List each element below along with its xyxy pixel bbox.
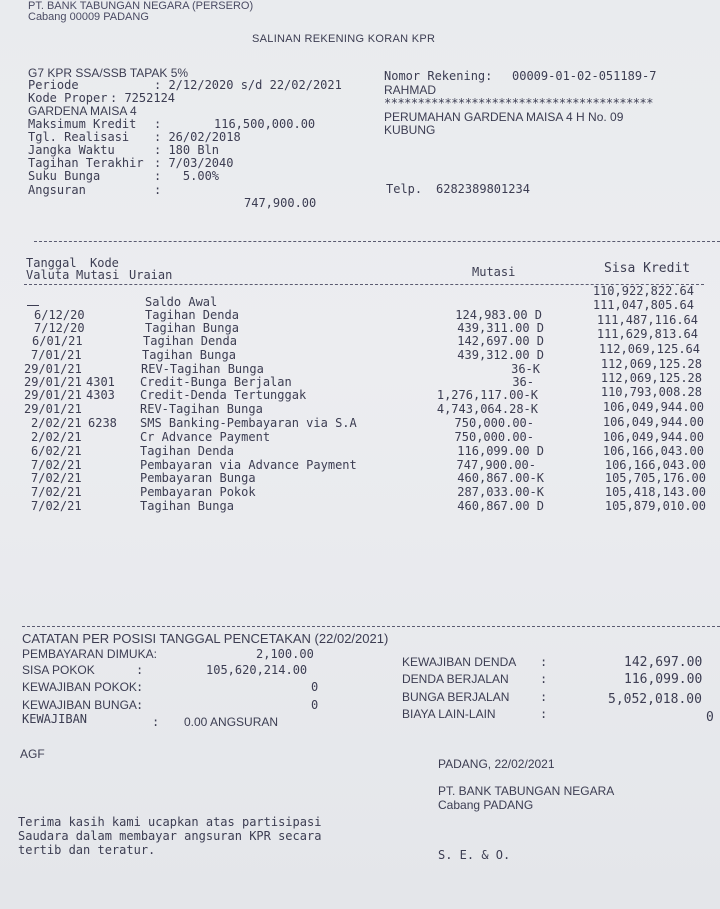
bank-line: PT. BANK TABUNGAN NEGARA (PERSERO) <box>28 0 254 12</box>
note-sisa-pokok-value: 105,620,214.00 <box>206 663 308 677</box>
customer-name: RAHMAD <box>384 83 437 97</box>
periode-value: : 2/12/2020 s/d 22/02/2021 <box>154 78 342 92</box>
suku-bunga-value: : 5.00% <box>154 169 220 183</box>
note-biaya-lain-value: 0 <box>706 710 714 725</box>
note-denda-berjalan-value: 116,099.00 <box>624 672 703 687</box>
table-row: 6/02/21 Tagihan Denda 116,099.00 D 106,166,043.00 <box>31 444 704 458</box>
tgl-realisasi-value: : 26/02/2018 <box>154 130 241 144</box>
note-biaya-lain-label: BIAYA LAIN-LAIN <box>402 707 496 721</box>
phone-label: Telp. <box>386 182 423 196</box>
note-kewajiban-label: KEWAJIBAN <box>22 712 88 726</box>
header-valuta: Valuta <box>26 268 70 282</box>
note-kewajiban-denda-label: KEWAJIBAN DENDA <box>402 655 517 669</box>
angsuran-label: Angsuran <box>28 183 86 197</box>
divider-notes <box>22 626 720 627</box>
note-sisa-pokok-colon: : <box>136 663 144 677</box>
note-pembayaran-dimuka-value: 2,100.00 <box>256 647 314 661</box>
bank-name: PT. BANK TABUNGAN NEGARA <box>438 784 615 798</box>
note-denda-berjalan-colon: : <box>540 672 548 686</box>
branch-line: Cabang 00009 PADANG <box>28 11 149 23</box>
table-row: 7/02/21 Tagihan Bunga 460,867.00 D 105,879,010.00 <box>31 499 706 513</box>
angsuran-colon: : <box>154 183 162 197</box>
header-tanggal: Tanggal <box>26 256 77 270</box>
table-row: 7/02/21 Pembayaran Bunga 460,867.00-K 105,705,176.00 <box>31 471 706 485</box>
note-biaya-lain-colon: : <box>540 707 548 721</box>
note-kewajiban-denda-colon: : <box>540 655 548 669</box>
header-kode: Kode <box>90 256 119 270</box>
table-row: 6/12/20 Tagihan Denda 124,983.00 D 111,047,805.64 <box>34 298 694 322</box>
header-mutasi-code: Mutasi <box>76 268 120 282</box>
bank-branch: Cabang PADANG <box>438 798 534 812</box>
jangka-waktu-label: Jangka Waktu <box>28 143 115 157</box>
table-row: 2/02/21 Cr Advance Payment 750,000.00- 106,049,944.00 <box>31 430 704 444</box>
note-kewajiban-bunga-value: 0 <box>311 698 319 712</box>
document-title: SALINAN REKENING KORAN KPR <box>252 33 436 45</box>
table-row: 29/01/21 4301 Credit-Bunga Berjalan 36- 112,069,125.28 <box>24 371 702 389</box>
table-row: Saldo Awal 110,922,822.64 <box>145 284 694 309</box>
table-row: 7/02/21 Pembayaran Pokok 287,033.00-K 105,418,143.00 <box>31 485 706 499</box>
jangka-waktu-value: : 180 Bln <box>154 143 220 157</box>
header-sisa-kredit: Sisa Kredit <box>604 261 691 276</box>
product-label: G7 KPR SSA/SSB TAPAK 5% <box>28 66 189 80</box>
note-denda-berjalan-label: DENDA BERJALAN <box>402 672 509 686</box>
header-mutasi: Mutasi <box>472 265 516 279</box>
note-kewajiban-pokok-label: KEWAJIBAN POKOK <box>22 680 137 694</box>
note-sisa-pokok-label: SISA POKOK <box>22 663 95 677</box>
initials: AGF <box>20 747 45 761</box>
angsuran-value: 747,900.00 <box>244 196 317 210</box>
note-kewajiban-bunga-label: KEWAJIBAN BUNGA <box>22 698 137 712</box>
table-row: 2/02/21 6238 SMS Banking-Pembayaran via S.A 750,000.00- 106,049,944.00 <box>31 415 704 430</box>
note-kewajiban-denda-value: 142,697.00 <box>624 655 703 670</box>
maksimum-kredit-colon: : <box>154 117 162 131</box>
address-line-1: PERUMAHAN GARDENA MAISA 4 H No. 09 <box>384 110 624 124</box>
table-row: 29/01/21 4303 Credit-Denda Tertunggak 1,276,117.00-K 110,793,008.28 <box>24 385 702 402</box>
note-kewajiban-value: 0.00 ANGSURAN <box>184 715 279 729</box>
address-line-2: KUBUNG <box>384 123 436 137</box>
thanks-line-3: tertib dan teratur. <box>18 843 156 857</box>
tgl-realisasi-label: Tgl. Realisasi <box>28 130 130 144</box>
note-kewajiban-colon: : <box>152 715 160 729</box>
nomor-rekening-label: Nomor Rekening: <box>384 69 493 83</box>
note-kewajiban-bunga-colon: : <box>136 698 144 712</box>
table-row: 6/01/21 Tagihan Denda 142,697.00 D 111,629,813.64 <box>32 327 698 348</box>
note-bunga-berjalan-colon: : <box>540 690 548 704</box>
table-row: 29/01/21 REV-Tagihan Bunga 4,743,064.28-K 106,049,944.00 <box>24 400 704 416</box>
tagihan-terakhir-value: : 7/03/2040 <box>154 156 234 170</box>
note-pembayaran-dimuka-label: PEMBAYARAN DIMUKA: <box>22 647 157 661</box>
kode-proper-value: : 7252124 <box>110 91 176 105</box>
suku-bunga-label: Suku Bunga <box>28 169 101 183</box>
kode-proper-label: Kode Proper <box>28 91 108 105</box>
masked-line: **************************************** <box>384 96 653 110</box>
maksimum-kredit-value: 116,500,000.00 <box>214 117 316 131</box>
nomor-rekening-value: 00009-01-02-051189-7 <box>512 69 657 83</box>
notes-title: CATATAN PER POSISI TANGGAL PENCETAKAN (22/02/2021) <box>22 631 389 646</box>
thanks-line-1: Terima kasih kami ucapkan atas partisipasi <box>18 815 322 829</box>
note-kewajiban-pokok-value: 0 <box>311 680 319 694</box>
divider-top <box>34 241 720 242</box>
periode-label: Periode <box>28 78 79 92</box>
place-date: PADANG, 22/02/2021 <box>438 757 555 771</box>
note-kewajiban-pokok-colon: : <box>136 680 144 694</box>
table-row: 29/01/21 REV-Tagihan Bunga 36-K 112,069,125.28 <box>24 357 702 376</box>
note-bunga-berjalan-value: 5,052,018.00 <box>608 692 702 707</box>
table-row: 7/02/21 Pembayaran via Advance Payment 747,900.00- 106,166,043.00 <box>31 458 706 472</box>
tagihan-terakhir-label: Tagihan Terakhir <box>28 156 144 170</box>
header-uraian: Uraian <box>129 268 173 282</box>
seo-mark: S. E. & O. <box>438 848 511 862</box>
phone-value: 6282389801234 <box>436 182 530 196</box>
table-row: 7/01/21 Tagihan Bunga 439,312.00 D 112,069,125.64 <box>31 342 700 362</box>
table-row: 7/12/20 Tagihan Bunga 439,311.00 D 111,487,116.64 <box>34 313 698 335</box>
note-bunga-berjalan-label: BUNGA BERJALAN <box>402 690 510 704</box>
property-name: GARDENA MAISA 4 <box>28 104 137 118</box>
maksimum-kredit-label: Maksimum Kredit <box>28 117 137 131</box>
thanks-line-2: Saudara dalam membayar angsuran KPR secara <box>18 829 322 843</box>
